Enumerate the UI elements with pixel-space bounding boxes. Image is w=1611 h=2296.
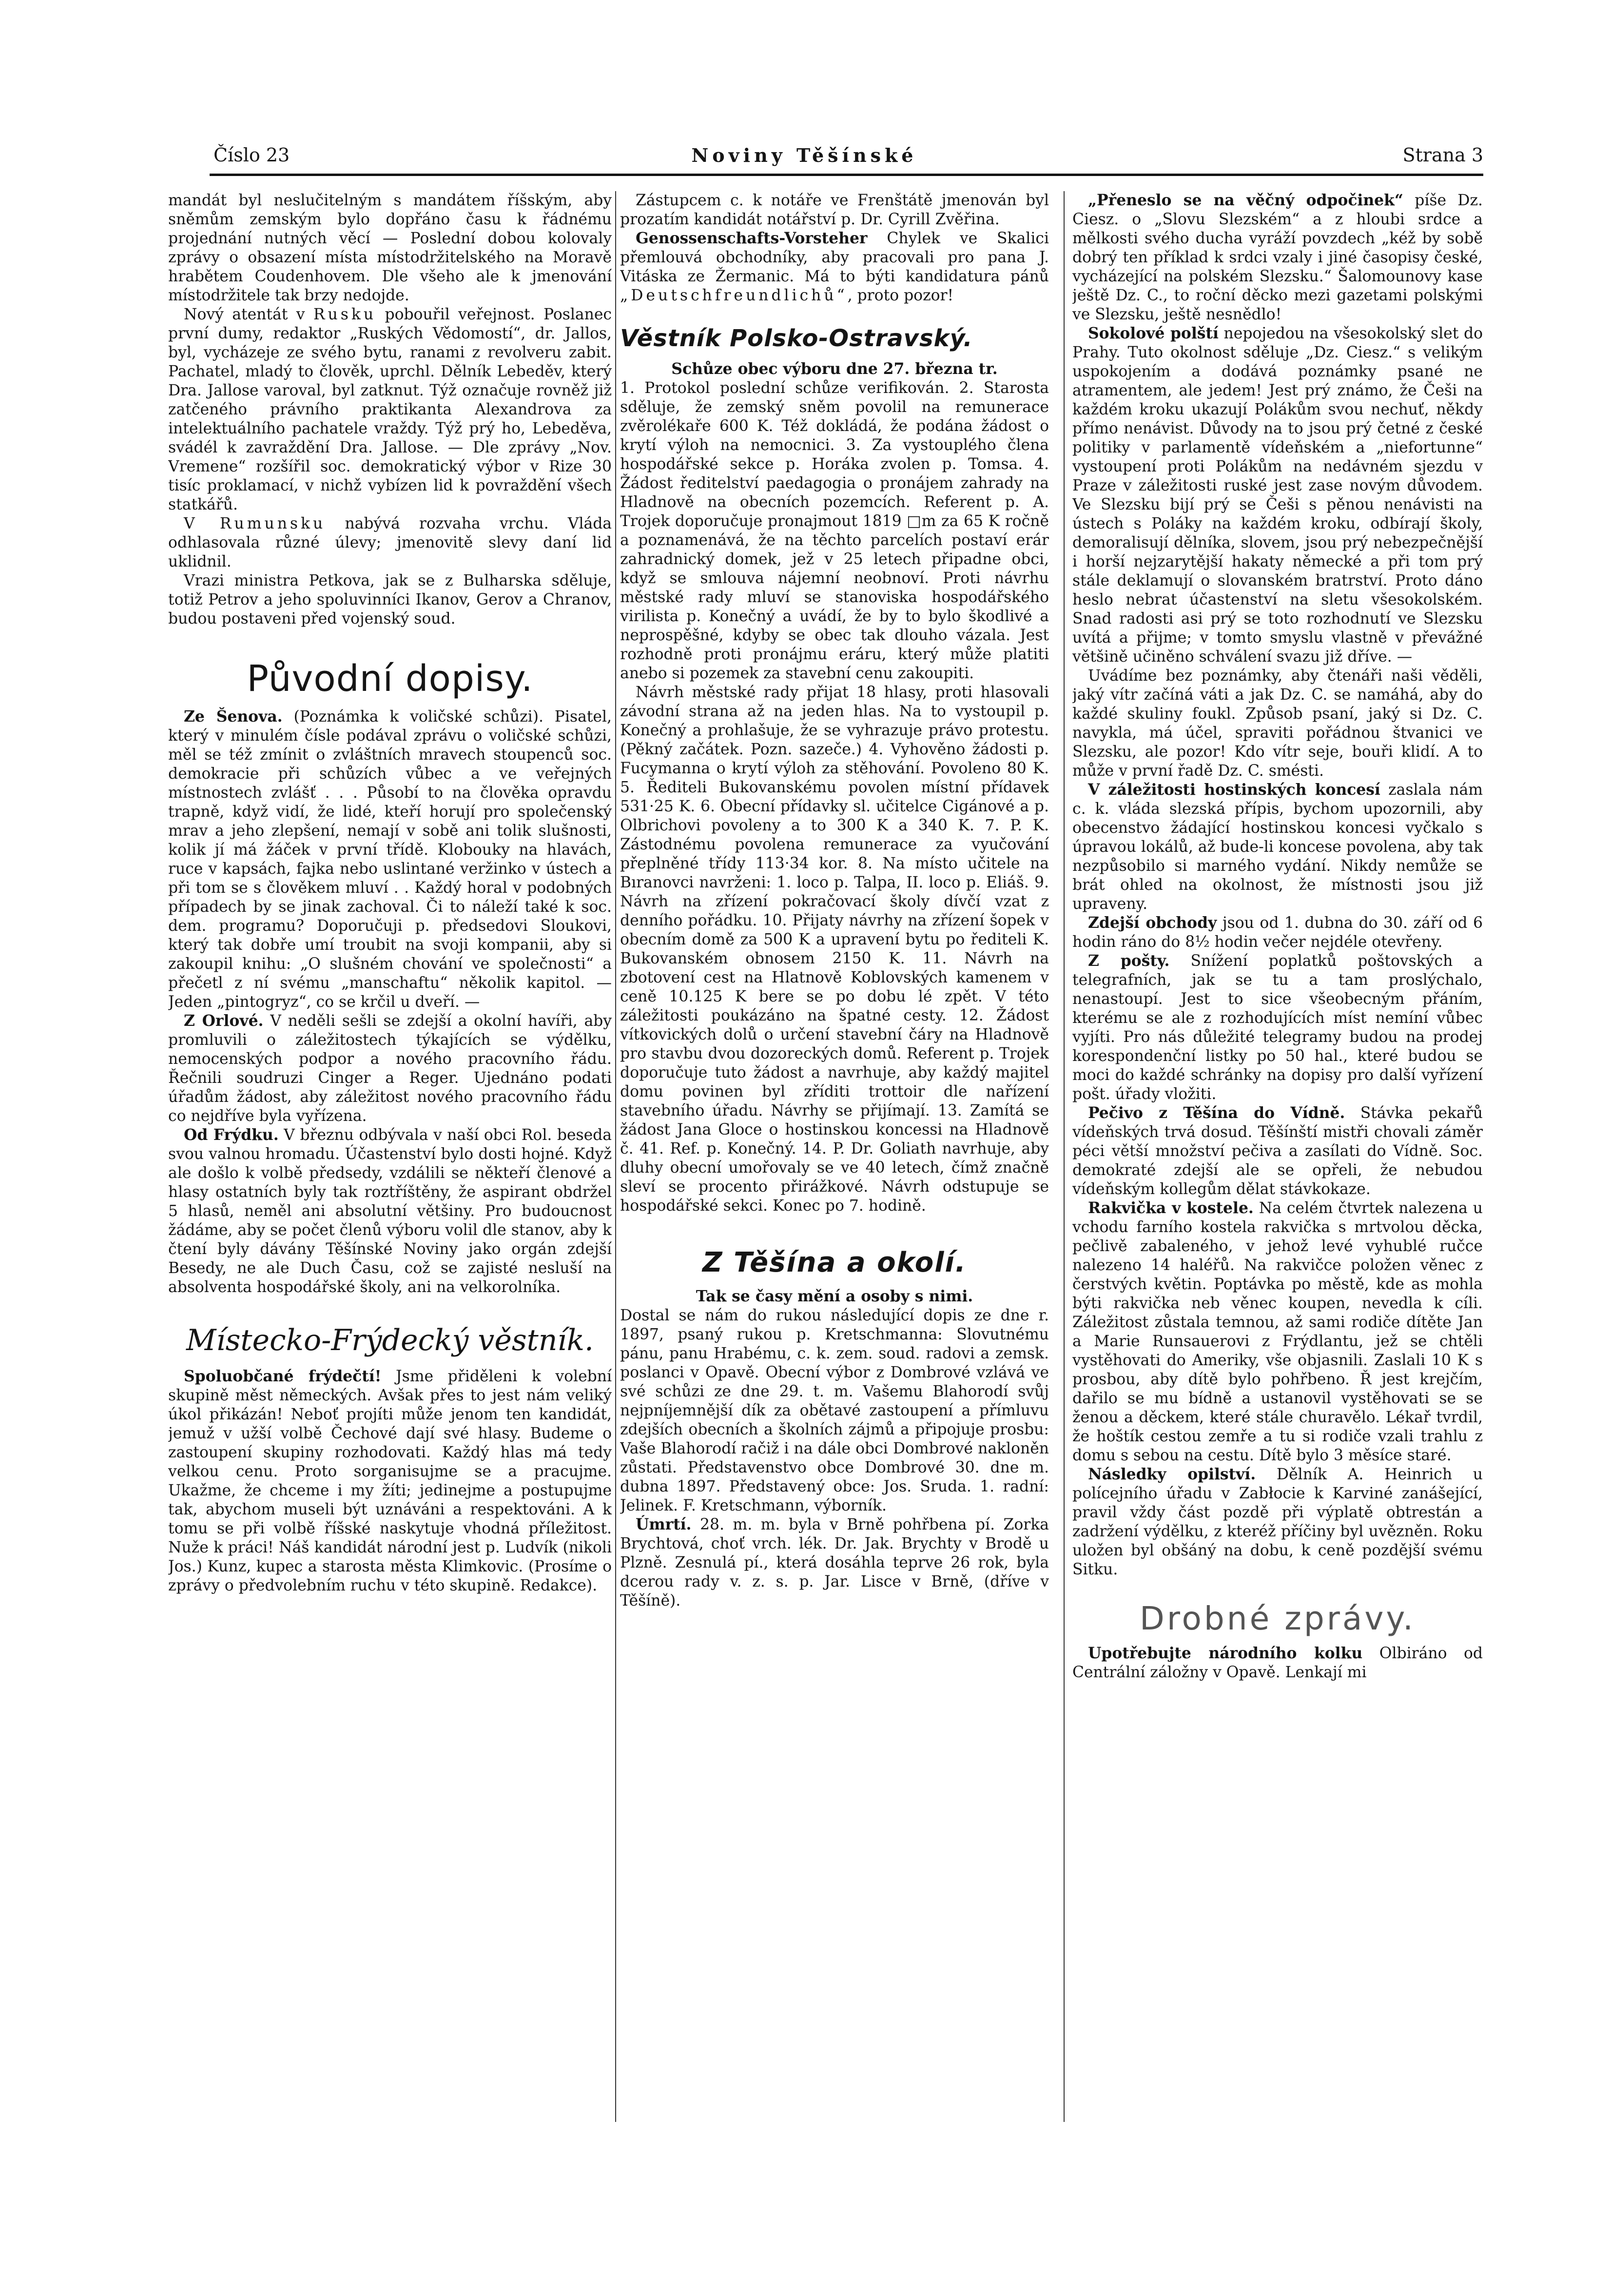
article-paragraph: [1072, 781, 1483, 914]
section-title: Věstník Polsko-Ostravský.: [620, 325, 973, 352]
paragraph-lead: Z pošty.: [1088, 952, 1170, 970]
emphasis-text: V Rumunsku: [184, 515, 326, 532]
paragraph-lead: Spoluobčané frýdečtí!: [184, 1368, 382, 1385]
article-paragraph: [168, 1367, 612, 1595]
letter-paragraph: [168, 1126, 612, 1297]
article-paragraph: [620, 229, 1049, 305]
paragraph-lead: Upotřebujte národního kolku: [1088, 1645, 1363, 1662]
paragraph-lead: Následky opilství.: [1088, 1466, 1256, 1483]
paragraph-body: nabývá rozvaha vrchu. Vláda odhlasovala různé úlevy; jmenovitě slevy daní lid uklidnil.: [168, 515, 612, 570]
article-paragraph: [1072, 191, 1483, 324]
paragraph-body: (Poznámka k voličské schůzi). Pisatel, který v minulém čísle podával zprávu o voličské schůzi, měl se též zmínit o zvláštních mravech stoupenců soc. demokracie při schůzích vůbec a ve veřejných místnostech zvlášť . . . Působí to na člověka opravdu trapně, když vidí, že lidé, kteří horují pro společenský mrav a jeho zlepšení, nemají v sobě ani tolik slušnosti, kolik jí má žáček v první třídě. Klobouky na hlavách, ruce v kapsách, fajka nebo uslintané veržinko v ústech a při tom se s člověkem mluví . . Každý horal v podobných případech by se jinak zachoval. Či to náleží také k soc. dem. programu? Doporučuji p. předsedovi Sloukovi, který tak dobře umí troubit na svoji kompanii, aby si zakoupil knihu: „O slušném chování ve společnosti“ a přečetl z ní svému „manschaftu“ několik kapitol. — Jeden „pintogryz“, co se krčil u dveří. —: [168, 708, 612, 1011]
article-paragraph: Zástupcem c. k notáře ve Frenštátě jmenován byl prozatím kandidát notářství p. Dr. Cyrill Zvěřina.: [620, 192, 1049, 228]
meeting-heading: Schůze obec výboru dne 27. března tr.: [671, 360, 998, 378]
paragraph-body: Jsme přiděleni k volební skupině měst německých. Avšak přes to jest nám veliký úkol přikázán! Neboť projíti může jenom ten kandidát, jemuž v užší volbě Čechové dají své hlasy. Budeme o zastoupení skupiny rozhodovati. Každý hlas má tedy velkou cenu. Proto sorganisujme se a pracujme. Ukažme, že chceme i my žíti; jedinejme a postupujme tak, abychom museli být uznáváni a respektováni. A k tomu se při volbě říšské naskytuje vhodná příležitost. Nuže k práci! Náš kandidát národní jest p. Ludvík (nikoli Jos.) Kunz, kupec a starosta města Klimkovic. (Prosíme o zprávy o předvolebním ruchu v této skupině. Redakce).: [168, 1368, 612, 1594]
paragraph-lead: „Přeneslo se na věčný odpočinek“: [1088, 192, 1403, 209]
article-paragraph: Návrh městské rady přijat 18 hlasy, proti hlasovali závodní strana až na jeden hlas. Na to vystoupil p. Konečný a prohlašuje, že se vyhrazuje právo protestu. (Pěkný začátek. Pozn. sazeče.) 4. Vyhověno žádosti p. Fucymanna o krytí výloh za stěhování. Povoleno 80 K. 5. Řediteli Bukovanskému povolen místní přídavek 531·25 K. 6. Obecní přídavky sl. učitelce Cigánové a p. Olbrichovi povoleny a to 300 K a 340 K. 7. P. K. Zástodnému povolena remunerace za vyučování přeplněné třídy 113·34 kor. 8. Na místo učitele na Bıranovci navrženi: 1. loco p. Talpa, II. loco p. Eliáš. 9. Návrh na zřízení pokračovací školy dívčí vzat z denního pořádku. 10. Přijaty návrhy na zřízení šopek v obecním domě za 500 K a upravení bytu po řediteli K. Bukovanském obnosem 2150 K. 11. Návrh na zbotovení cest na Hlatnově Koblovských kamenem v ceně 10.125 K bere se po dobu lé zpět. V této záležitosti poukázáno na špatné cesty. 12. Žádost vítkovických dolů o určení stavební čáry na Hladnově pro stavbu dvou dozoreckých domů. Referent p. Trojek doporučuje tuto žádost a navrhuje, aby každý majitel domu povinen byl zříditi trottoir dle nařízení stavebního úřadu. Návrhy se přijímají. 13. Zamítá se žádost Jana Gloce o hostinskou koncessi na Hladnově č. 41. Ref. p. Konečný. 14. P. Dr. Goliath navrhuje, aby dluhy obecní umořovaly se ve 40 letech, čímž značně sleví se procento přirážkové. Návrh odstupuje se hospodářské sekci. Konec po 7. hodině.: [620, 684, 1049, 1215]
paragraph-lead: Nový atentát v: [184, 306, 305, 323]
paragraph-body: 28. m. m. byla v Brně pohřbena pí. Zorka Brychtová, choť vrch. lék. Dr. Jak. Brychty v Brodě u Plzně. Zesnulá pí., která dosáhla teprve 26 rok, byla dcerou rady v. z. s. p. Jar. Lisce v Brně, (dříve v Těšíně).: [620, 1516, 1049, 1609]
article-paragraph: [620, 1515, 1049, 1610]
column-divider: [615, 191, 616, 2122]
paragraph-body: pobouřil veřejnost. Poslanec první dumy, redaktor „Ruských Vědomostí“, dr. Jallos, byl, vycházeje ze svého bytu, ranami z revolveru zabit. Pachatel, mladý to člověk, uprchl. Dělník Lebeděv, který Dra. Jallose varoval, byl zatknut. Týž označuje rovněž již zatčeného právního praktikanta Alexandrova za intelektuálního pachatele vraždy. Týž prý ho, Lebeděva, svádél k zavraždění Dra. Jallose. — Dle zprávy „Nov. Vremene“ rozšířil soc. demokratický výbor v Rize 30 tisíc proklamací, v nichž vybízen lid k povraždění všech statkářů.: [168, 306, 612, 513]
section-title: Původní dopisy.: [247, 658, 533, 700]
article-paragraph: Uvádíme bez poznámky, aby čtenáři naši věděli, jaký vítr začíná váti a jak Dz. C. se namáhá, aby do každé skuliny foukl. Způsob psaní, jaký si Dz. C. navykla, má účel, spraviti pořádnou štvanici ve Slezsku, ale pozor! Kdo vítr seje, bouři klidí. A to může v první řadě Dz. C. smésti.: [1072, 667, 1483, 780]
paragraph-body: Dělník A. Heinrich u polícejního úřadu v Zabłocie k Karviné zanášející, pravil vždy část pozdě při výplatě obtrestán a zadržení výdělku, z kteréž příčiny byl uvězněn. Roku uložen byl obšáný na dobu, k ceně pozdější svému Sitku.: [1072, 1466, 1483, 1578]
paragraph-body: jsou od 1. dubna do 30. září od 6 hodin ráno do 8½ hodin večer nejdéle otevřeny.: [1072, 914, 1483, 951]
paragraph-body: Snížení poplatků poštovských a telegrafních, jak se tu a tam proslýchalo, nenastoupí. Jest to sice všeobecným přáním, kterému se ale z rozhodujících míst nemíní vůbec vyjíti. Pro nás důležité telegramy budou na prodej korespondenční listky po 50 hal., které budou se moci do každé schránky na dopisy pro další vyřízení pošt. úřady vložiti.: [1072, 952, 1483, 1103]
letter-paragraph: [168, 707, 612, 1012]
paragraph-body: nepojedou na všesokolský slet do Prahy. Tuto okolnost sděluje „Dz. Ciesz.“ s velikým uspokojením a dodává poznámky psané ne atramentem, ale jedem! Jest prý známo, že Češi na každém kroku ukazují Polákům svou nechuť, někdy přímo nenávist. Důvody na to jsou prý četné z české politiky v parlamentě vídeňském a „niefortunne“ vystoupení proti Polákům na nedávném sjezdu v Praze v záležitosti ruské jest zase novým důvodem. Ve Slezsku bijí prý se Češi s pěnou nenávisti na ústech s Poláky na každém kroku, odbírají školy, demoralisují dělníka, slovem, jsou prý nebezpečnější i horší nejzarytější hakaty německé a při tom prý stále deklamují o slovanském bratrství. Proto dáno heslo nebrat účastenství na sletu všesokolském. Snad radosti asi prý se toto rozhodnutí ve Slezsku uvítá a přijme; v tomto smyslu vlastně v převážné většině učiněno schválení svazu již dříve. —: [1072, 325, 1483, 666]
emphasis-text: Rusku: [313, 306, 377, 323]
paragraph-lead: Genossenschafts-Vorsteher: [636, 230, 868, 247]
paragraph-lead: Rakvička v kostele.: [1088, 1199, 1254, 1217]
article-paragraph: mandát byl neslučitelným s mandátem říšským, aby sněmům zemským bylo dopřáno času k řádnému projednání nutných věcí — Poslední dobou kolovaly zprávy o obsazení místa místodržitelského na Moravě hrabětem Coudenhovem. Dle všeho ale k jmenování místodržitele tak brzy nedojde.: [168, 192, 612, 304]
issue-number: Číslo 23: [214, 144, 290, 166]
newspaper-title: Noviny Těšínské: [691, 144, 917, 166]
article-paragraph: [168, 514, 612, 571]
section-title: Drobné zprávy.: [1140, 1600, 1416, 1637]
paragraph-lead: Od Frýdku.: [184, 1126, 279, 1144]
emphasis-text: „Deutschfreundlichů“: [620, 287, 848, 304]
article-paragraph: [1072, 1644, 1483, 1682]
column-1: [168, 191, 612, 2112]
letter-paragraph: [168, 1012, 612, 1126]
paragraph-lead: Pečivo z Těšína do Vídně.: [1088, 1104, 1345, 1122]
paragraph-lead: Ze Šenova.: [184, 708, 283, 726]
header-rule: [210, 174, 1483, 176]
column-3: [1072, 191, 1483, 2112]
section-title: Z Těšína a okolí.: [702, 1247, 967, 1278]
paragraph-body: V neděli sešli se zdejší a okolní havíři, aby promluvili o záležitostech týkajících se výdělku, nemocenských podpor a nového pracovního řádu. Řečnili soudruzi Cinger a Reger. Ujednáno podati úřadům žádost, aby záležitost nového pracovního řádu co nejdříve byla vyřízena.: [168, 1012, 612, 1125]
article-paragraph: Dostal se nám do rukou následující dopis ze dne r. 1897, psaný rukou p. Kretschmanna: Slovutnému pánu, panu Hrabému, c. k. zem. soud. radovi a zemsk. poslanci v Opavě. Obecní výbor z Dombrové vzlává ve své schůzi ze dne 29. t. m. Vašemu Blahorodí svůj nejpníjemnější dík za obětavé zastoupení a přímluvu zdejších obecních a školních zájmů a připojuje prosbu: Vaše Blahorodí račiž i na dále obci Dombrové nakloněn zůstati. Představenstvo obce Dombrové 30. dne m. dubna 1897. Představený obce: Jos. Sruda. 1. radní: Jelinek. F. Kretschmann, výborník.: [620, 1307, 1049, 1514]
article-paragraph: [1072, 1465, 1483, 1579]
section-title: Místecko-Frýdecký věstník.: [186, 1323, 594, 1357]
paragraph-body: Chylek ve Skalici přemlouvá obchodníky, aby pracovali pro pana J. Vitáska ze Žermanic. Má to býti kandidatura pánů: [620, 230, 1049, 285]
page-number: Strana 3: [1402, 144, 1483, 166]
article-paragraph: [168, 305, 612, 514]
paragraph-body: , proto pozor!: [847, 287, 954, 304]
paragraph-lead: Sokolové polští: [1088, 325, 1219, 342]
article-paragraph: 1. Protokol poslední schůze verifikován. 2. Starosta sděluje, že zemský sněm povolil na remuneracе zvěrolékaře 600 K. Též dokládá, že podána žádost o krytí výloh na nemocnici. 3. Za vystouplého člena hospodářské sekce p. Horáka zvolen p. Tomsa. 4. Žádost ředitelství paedagogia o pronájem zahrady na Hladnově na obecních pozemcích. Referent p. A. Trojek doporučuje pronajmout 1819 □m za 65 K ročně a poznamenává, že na těchto parcelích postaví erár zahradnický domek, jež v 25 letech připadne obci, když se smlouva nájemní neobnoví. Proti návrhu městské rady mluví se stanoviska hospodářského virilista p. Konečný a uvádí, že by to bylo škodlivé a neprospěšné, kdyby se obec tak dlouho vázala. Jest rozhodně proti pronájmu eráru, který může platiti anebo si pozemek za stavební cenu zakoupiti.: [620, 379, 1049, 682]
paragraph-body: píše Dz. Ciesz. o „Slovu Slezském“ a z hloubi srdce a mělkosti svého ducha vyráží povzdech „kéž by sobě dobrý ten příklad k srdci vzaly i jiné časopisy české, vycházející na polském Slezsku.“ Šalomounovy kase ještě Dz. C., to roční děcko mezi gazetami polskými ve Slezsku, ještě nesnědlo!: [1072, 192, 1483, 323]
paragraph-body: Olbiráno od Centrální záložny v Opavě. Lenkají mi: [1072, 1645, 1483, 1681]
column-2: [620, 191, 1049, 2112]
paragraph-body: zaslala nám c. k. vláda slezská přípis, bychom upozornili, aby obecenstvo žádající hostinskou koncesi vyčkalo s úpravou lokálů, až bude-li koncese povolena, aby tak nezpůsobilo si marného vydání. Nikdy nemůže se brát ohled na okolnost, že místnosti jsou již upraveny.: [1072, 781, 1483, 913]
article-paragraph: [1072, 324, 1483, 667]
article-paragraph: [1072, 1199, 1483, 1465]
paragraph-lead: V záležitosti hostinských koncesí: [1088, 781, 1380, 799]
paragraph-lead: Zdejší obchody: [1088, 914, 1217, 932]
paragraph-lead: Z Orlové.: [184, 1012, 264, 1030]
article-paragraph: Vrazi ministra Petkova, jak se z Bulharska sděluje, totiž Petrov a jeho spoluvinníci Ikanov, Gerov a Chranov, budou postaveni před vojenský soud.: [168, 572, 612, 628]
article-paragraph: [1072, 1104, 1483, 1199]
article-heading: Tak se časy mění a osoby s nimi.: [696, 1288, 973, 1305]
paragraph-lead: Úmrtí.: [636, 1516, 692, 1533]
column-divider: [1064, 191, 1065, 2122]
article-paragraph: [1072, 914, 1483, 952]
paragraph-body: Na celém čtvrtek nalezena u vchodu farního kostela rakvička s mrtvolou děcka, pečlivě zabaleného, v jehož levé vyhublé ručce nalezeno 14 haléřů. Na rakvičce položen věnec z čerstvých květin. Poptávka po městě, kde as mohla býti rakvička neb věnec koupen, nevedla k cíli. Záležitost zůstala temnou, až sami rodiče dítěte Jan a Marie Runsauerovi z Frýdlantu, jež se chtěli vystěhovati do Ameriky, vše objasnili. Zaslali 10 K s prosbou, aby dítě bylo pohřbeno. Ř jest krejčím, dařilo se mu bídně a ustanovil vystěhovati se se ženou a děckem, které stále churavělo. Lékař tvrdil, že hoštík cestou zemře a tu si rodiče vzali trahlu z domu s sebou na cestu. Dítě bylo 3 měsíce staré.: [1072, 1199, 1483, 1464]
paragraph-body: V březnu odbývala v naší obci Rol. beseda svou valnou hromadu. Účastenství bylo dosti hojné. Když ale došlo k volbě předsedy, vzdálili se někteří členové a hlasy ostatních byly tak roztříštěny, že aspirant obdržel 5 hlasů, neměl ani absolutní většiny. Pro budoucnost žádáme, aby se počet členů výboru volil dle stanov, aby k čtení byly dávány Těšínské Noviny jako orgán zdejší Besedy, ne ale Duch Času, což se zajisté nesluší na absolventa hospodářské školy, ani na velkorolníka.: [168, 1126, 612, 1296]
article-paragraph: [1072, 952, 1483, 1104]
paragraph-body: Stávka pekařů vídeňských trvá dosud. Těšínští mistři chovali záměr péci větší množství pečiva a zasílati do Vídně. Soc. demokraté zdejší ale se opřeli, že nebudou vídeňským kollegům dělat stávkokaze.: [1072, 1104, 1483, 1198]
